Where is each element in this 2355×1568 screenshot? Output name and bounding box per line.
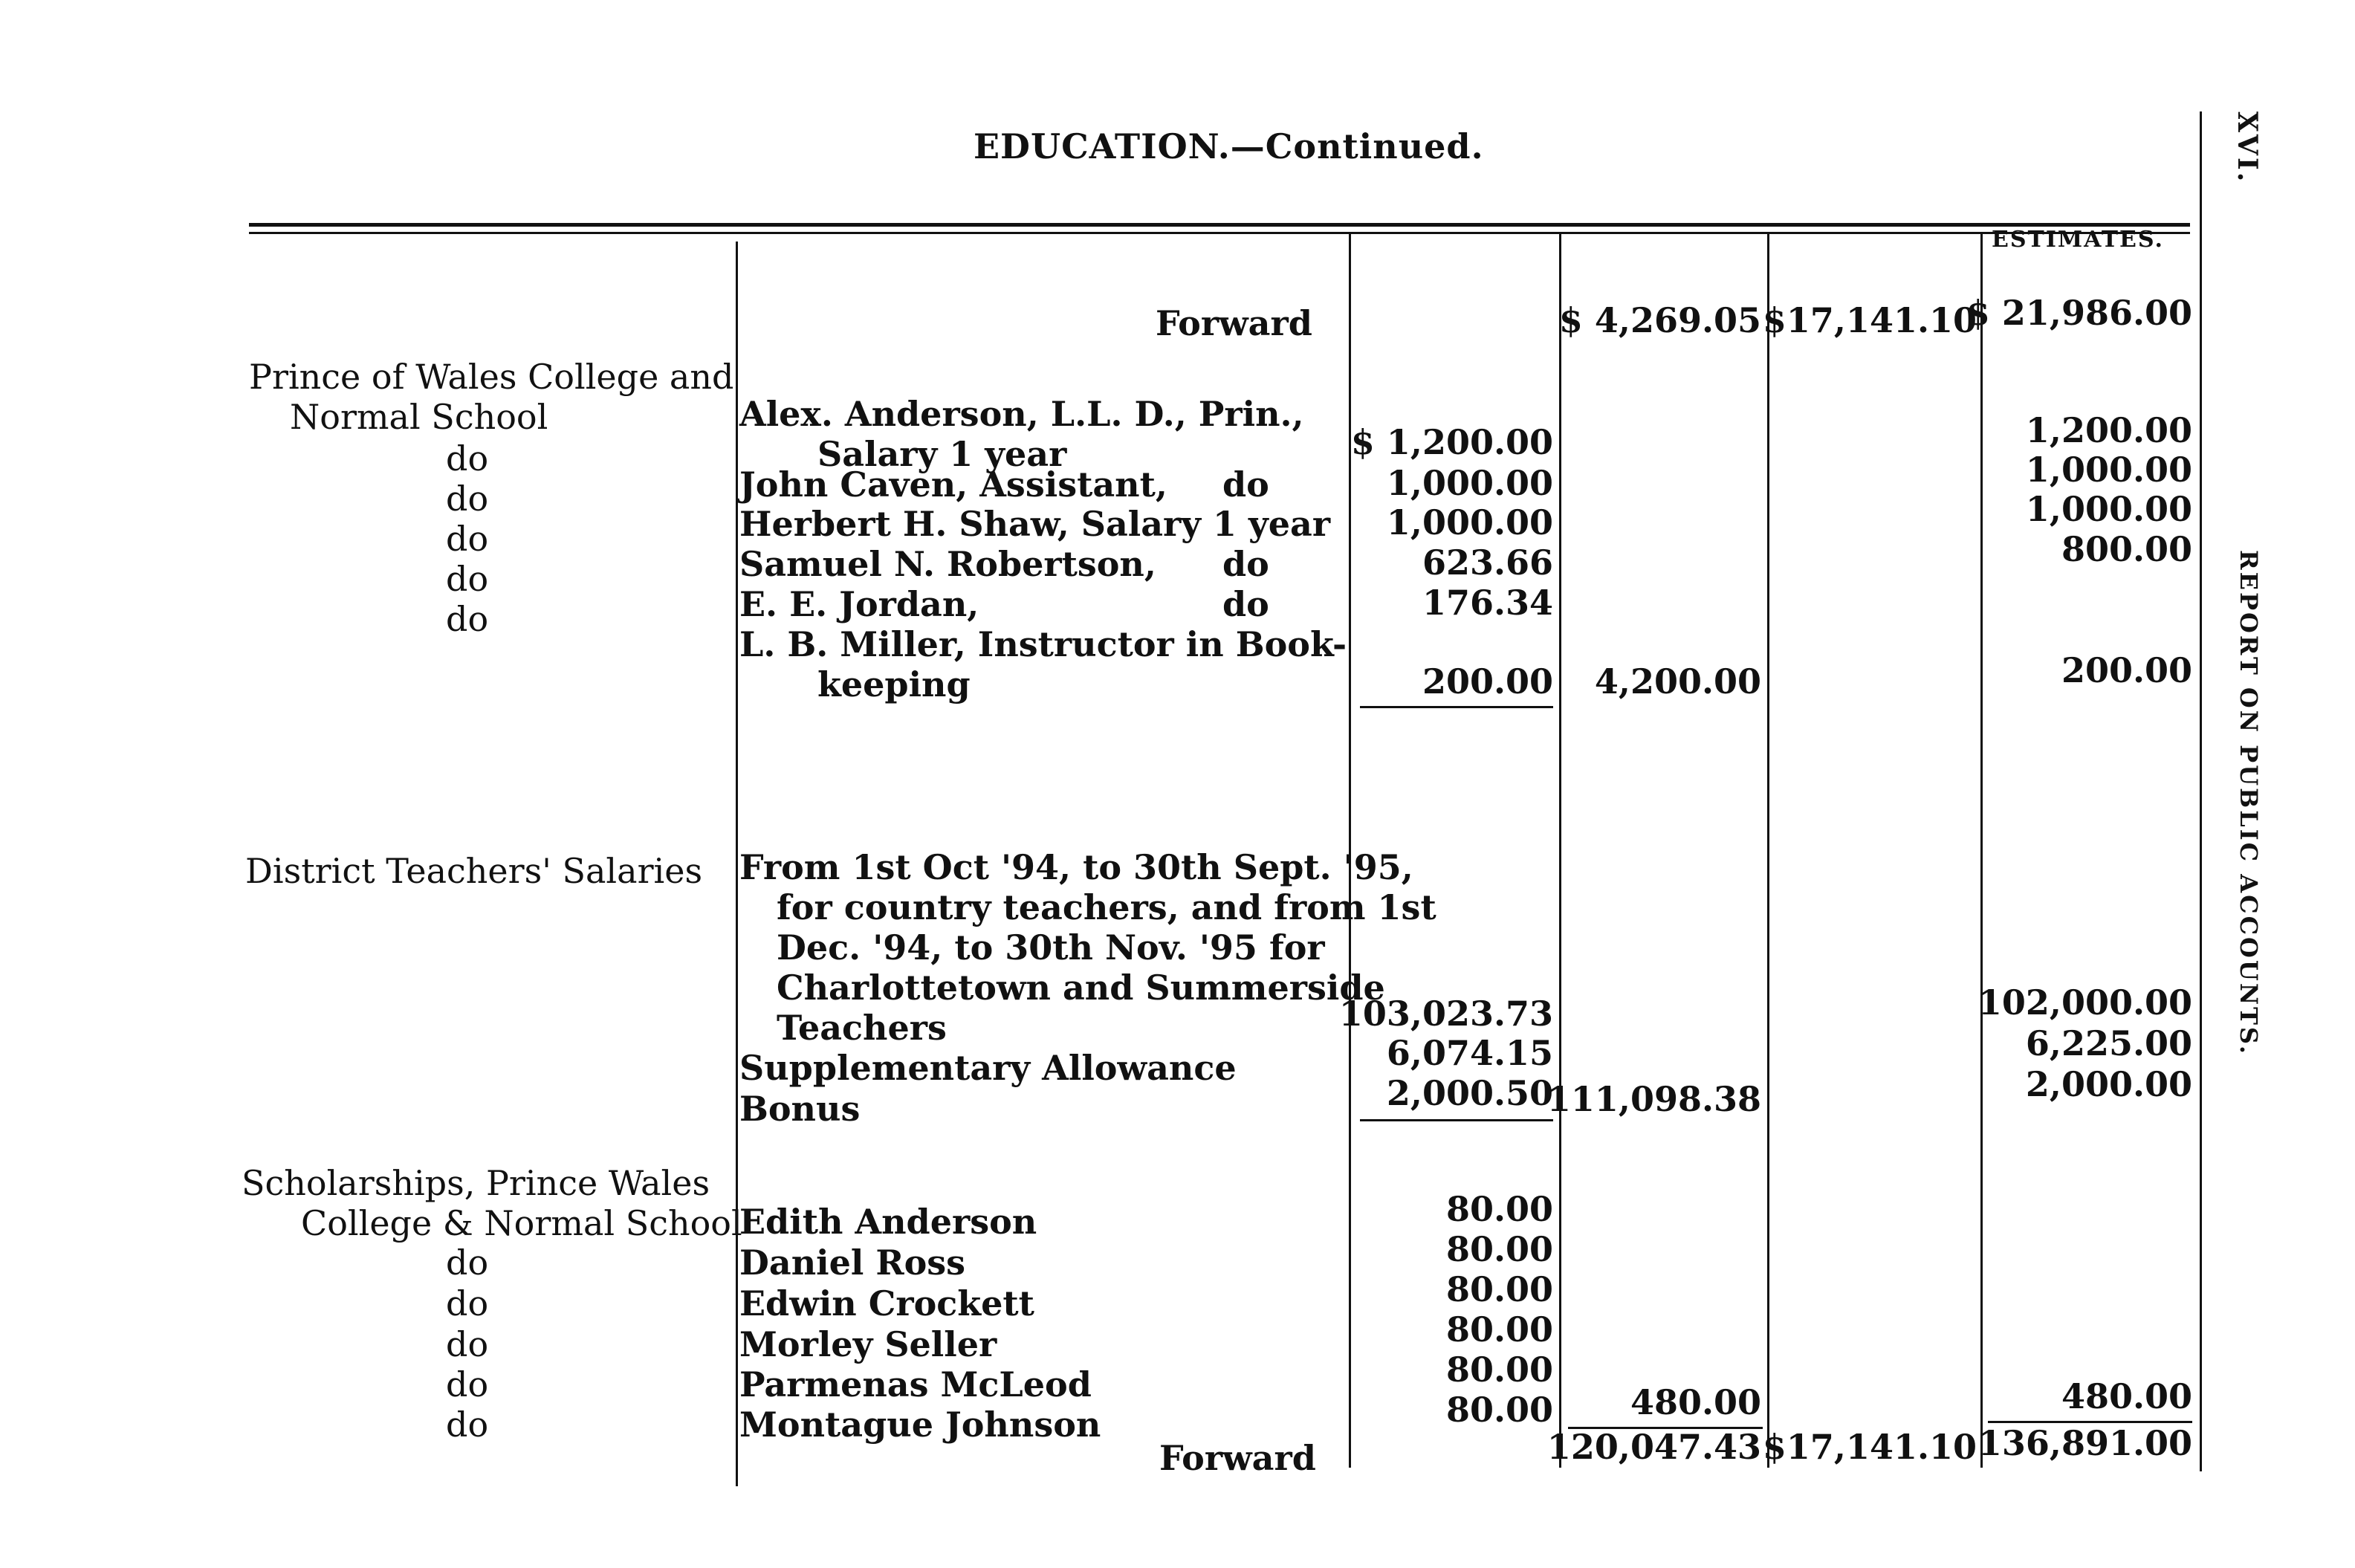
amount-scholar-johnson: 80.00 xyxy=(1445,1390,1553,1430)
forward-label-bottom: Forward xyxy=(1159,1438,1316,1478)
section3-label-line2: College & Normal School xyxy=(301,1203,742,1243)
forward-bottom-col3: $17,141.10 xyxy=(1762,1427,1977,1467)
row-caven-do: do xyxy=(1222,464,1269,505)
row-miller-desc2: keeping xyxy=(817,664,971,704)
column-divider-total xyxy=(1559,234,1561,1468)
scholar-crockett: Edwin Crockett xyxy=(739,1283,1034,1324)
amount-scholar-crockett: 80.00 xyxy=(1445,1269,1553,1309)
scholar-ditto-4: do xyxy=(446,1364,489,1405)
ditto-3: do xyxy=(446,519,489,559)
row-anderson-desc2: Salary 1 year xyxy=(817,434,1067,474)
scholar-ditto-3: do xyxy=(446,1324,489,1364)
scholar-anderson: Edith Anderson xyxy=(739,1202,1037,1242)
estimate-miller: 200.00 xyxy=(2061,650,2192,690)
row-robertson: Samuel N. Robertson, xyxy=(739,544,1156,584)
forward-bottom-estimate: 136,891.00 xyxy=(1977,1423,2192,1463)
amount-robertson: 623.66 xyxy=(1422,542,1553,583)
estimate-caven: 1,000.00 xyxy=(2025,450,2192,490)
row-supplementary: Supplementary Allowance xyxy=(739,1048,1237,1088)
estimate-robertson: 800.00 xyxy=(2061,529,2192,569)
section-label-scholarships xyxy=(242,1163,742,1243)
amount-miller: 200.00 xyxy=(1422,661,1553,702)
amount-scholar-anderson: 80.00 xyxy=(1445,1189,1553,1229)
district-desc-line3: Dec. '94, to 30th Nov. '95 for xyxy=(777,927,1325,968)
estimate-anderson: 1,200.00 xyxy=(2025,410,2192,450)
column-divider-desc xyxy=(736,242,738,1486)
row-anderson xyxy=(739,394,1304,474)
section-label-prince-of-wales xyxy=(249,357,733,437)
page-title: EDUCATION.—Continued. xyxy=(974,126,1484,166)
estimate-section3: 480.00 xyxy=(2061,1376,2192,1416)
forward-bottom-total: 120,047.43 xyxy=(1546,1427,1761,1467)
amount-caven: 1,000.00 xyxy=(1386,463,1553,503)
scholar-mcleod: Parmenas McLeod xyxy=(739,1364,1092,1405)
district-desc-line4: Charlottetown and Summerside xyxy=(777,968,1385,1008)
page-number: XVI. xyxy=(2232,111,2263,184)
column-divider-col3 xyxy=(1767,234,1769,1468)
ditto-2: do xyxy=(446,479,489,519)
amount-scholar-ross: 80.00 xyxy=(1445,1229,1553,1269)
total-section1: 4,200.00 xyxy=(1594,661,1761,702)
forward-label-top: Forward xyxy=(1156,303,1312,343)
estimates-heading: ESTIMATES. xyxy=(1992,227,2164,253)
section1-label-line1: Prince of Wales College and xyxy=(249,357,734,397)
header-rule-top xyxy=(249,223,2190,227)
row-miller xyxy=(739,624,1347,704)
subtotal-rule-section2 xyxy=(1360,1119,1553,1121)
scholar-ditto-1: do xyxy=(446,1243,489,1283)
row-miller-desc: L. B. Miller, Instructor in Book- xyxy=(739,624,1347,664)
row-shaw: Herbert H. Shaw, Salary 1 year xyxy=(739,504,1331,544)
subtotal-rule-section1 xyxy=(1360,706,1553,708)
estimate-district-salaries: 102,000.00 xyxy=(1977,982,2192,1023)
section-label-district-teachers: District Teachers' Salaries xyxy=(245,851,703,891)
row-caven: John Caven, Assistant, xyxy=(739,464,1167,505)
scholar-ross: Daniel Ross xyxy=(739,1243,966,1283)
estimate-bonus: 2,000.00 xyxy=(2025,1064,2192,1104)
row-bonus: Bonus xyxy=(739,1089,861,1129)
amount-supplementary: 6,074.15 xyxy=(1386,1033,1553,1073)
row-jordan-do: do xyxy=(1222,584,1269,624)
section1-label-line2: Normal School xyxy=(290,397,548,437)
amount-anderson: $ 1,200.00 xyxy=(1350,422,1553,462)
ditto-4: do xyxy=(446,559,489,599)
amount-scholar-mcleod: 80.00 xyxy=(1445,1350,1553,1390)
district-desc-line1: From 1st Oct '94, to 30th Sept. '95, xyxy=(739,847,1413,887)
ditto-5: do xyxy=(446,599,489,639)
district-desc-line2: for country teachers, and from 1st xyxy=(777,887,1436,927)
side-running-title: REPORT ON PUBLIC ACCOUNTS. xyxy=(2235,550,2263,1056)
estimate-supplementary: 6,225.00 xyxy=(2025,1023,2192,1063)
row-jordan: E. E. Jordan, xyxy=(739,584,979,624)
scholar-johnson: Montague Johnson xyxy=(739,1405,1101,1445)
ditto-1: do xyxy=(446,438,489,479)
forward-top-estimate: $ 21,986.00 xyxy=(1966,293,2192,333)
amount-jordan: 176.34 xyxy=(1422,583,1553,623)
scholar-seller: Morley Seller xyxy=(739,1324,997,1364)
amount-shaw: 1,000.00 xyxy=(1386,502,1553,542)
total-section2: 111,098.38 xyxy=(1546,1079,1761,1119)
amount-scholar-seller: 80.00 xyxy=(1445,1309,1553,1350)
amount-bonus: 2,000.50 xyxy=(1386,1073,1553,1113)
margin-rule xyxy=(2200,111,2202,1471)
row-anderson-desc: Alex. Anderson, L.L. D., Prin., xyxy=(739,394,1304,434)
district-desc-line5: Teachers xyxy=(777,1008,947,1048)
row-robertson-do: do xyxy=(1222,544,1269,584)
header-rule-bottom xyxy=(249,232,2190,234)
forward-top-col3: $17,141.10 xyxy=(1762,300,1977,340)
scholar-ditto-5: do xyxy=(446,1405,489,1445)
scholar-ditto-2: do xyxy=(446,1283,489,1324)
estimate-shaw: 1,000.00 xyxy=(2025,489,2192,529)
forward-top-total: $ 4,269.05 xyxy=(1558,300,1761,340)
section3-label-line1: Scholarships, Prince Wales xyxy=(242,1163,710,1203)
amount-district-salaries: 103,023.73 xyxy=(1338,994,1553,1034)
total-section3: 480.00 xyxy=(1630,1382,1761,1422)
